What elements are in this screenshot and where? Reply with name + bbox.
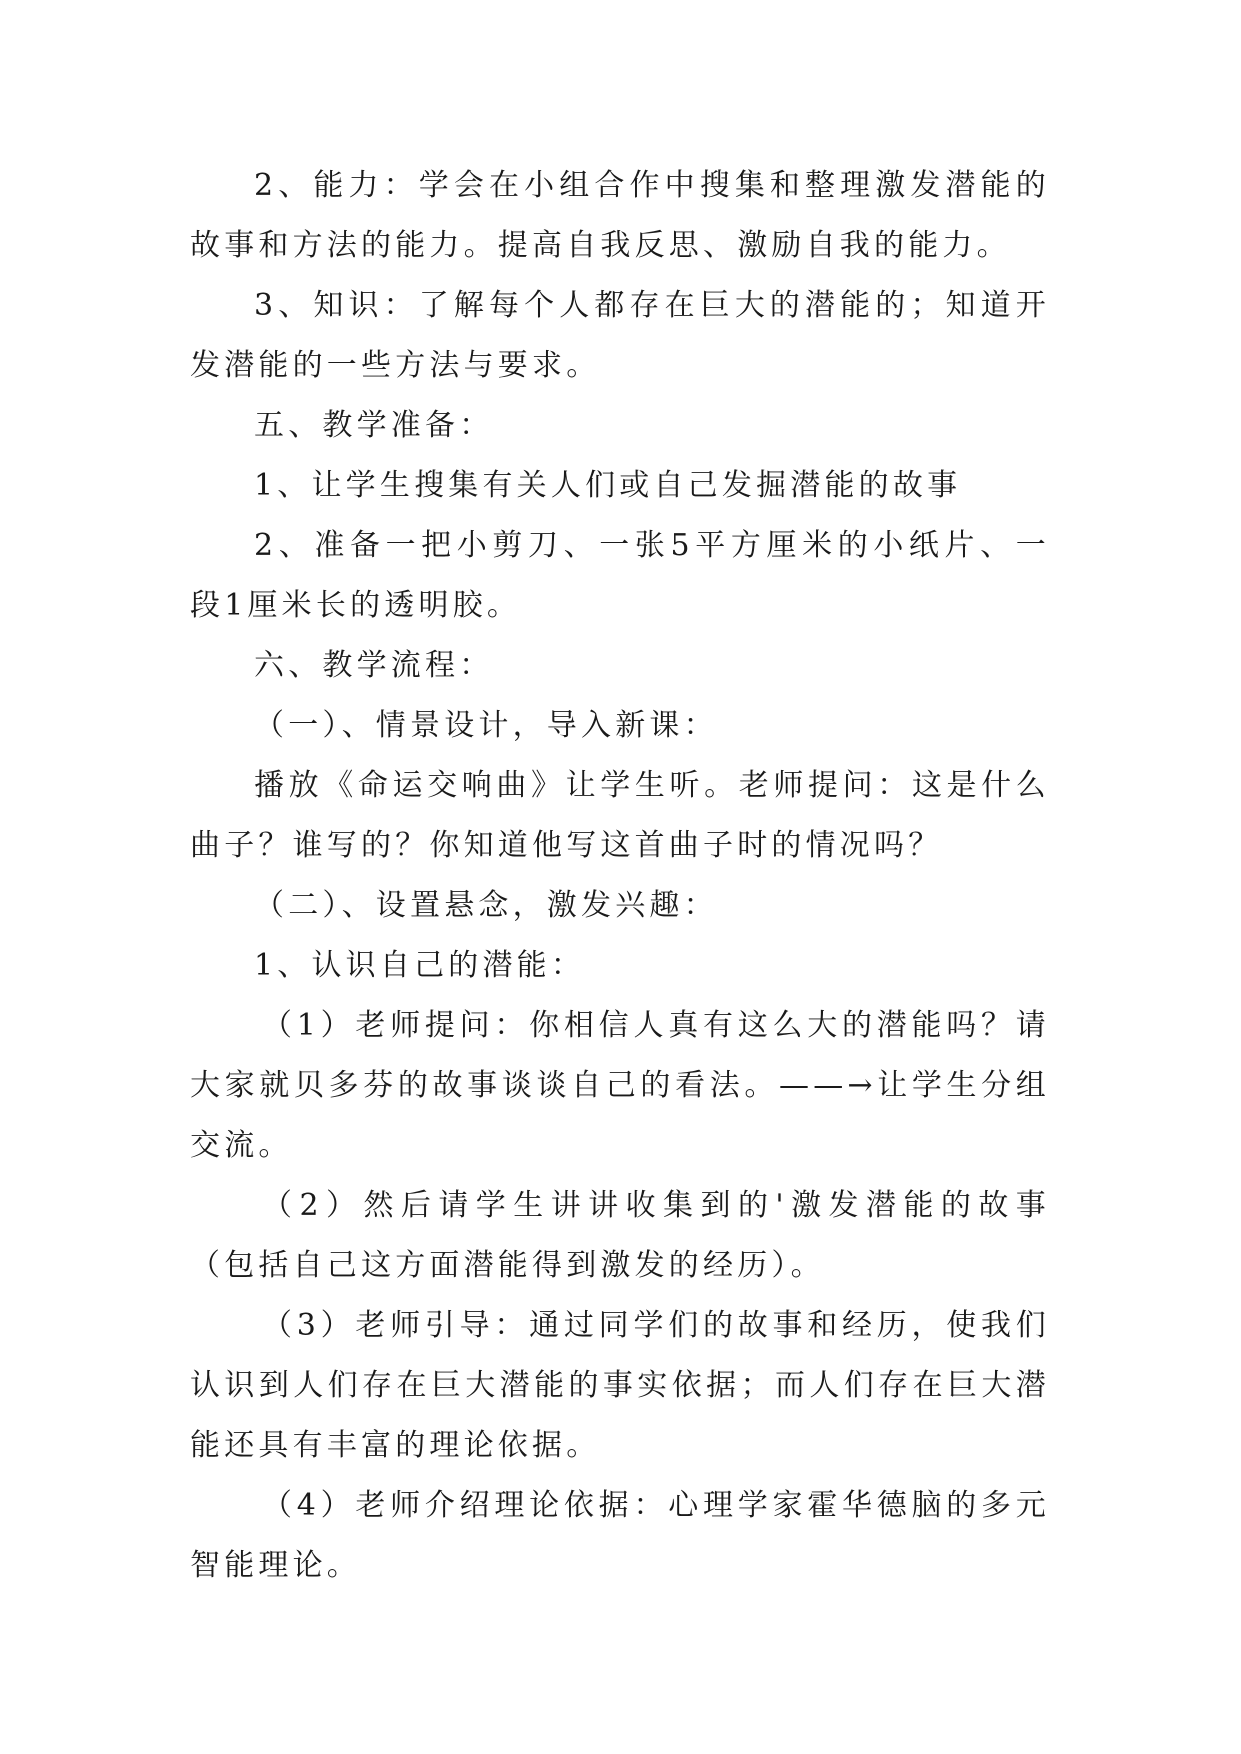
paragraph-step-1: （1）老师提问：你相信人真有这么大的潜能吗？请大家就贝多芬的故事谈谈自己的看法。——→让学生分组交流。 xyxy=(190,1008,1050,1163)
paragraph-step-3: （3）老师引导：通过同学们的故事和经历，使我们认识到人们存在巨大潜能的事实依据；而人们存在巨大潜能还具有丰富的理论依据。 xyxy=(190,1308,1050,1463)
heading-teaching-process: 六、教学流程： xyxy=(254,648,494,683)
paragraph-step-2: （2）然后请学生讲讲收集到的'激发潜能的故事（包括自己这方面潜能得到激发的经历）。 xyxy=(190,1188,1050,1283)
paragraph-step-4: （4）老师介绍理论依据：心理学家霍华德脑的多元智能理论。 xyxy=(190,1488,1050,1583)
paragraph-prep-2: 2、准备一把小剪刀、一张5平方厘米的小纸片、一段1厘米长的透明胶。 xyxy=(190,528,1050,623)
subheading-suspense: （二）、设置悬念，激发兴趣： xyxy=(254,888,718,923)
paragraph-know-potential: 1、认识自己的潜能： xyxy=(254,948,586,983)
paragraph-play-symphony: 播放《命运交响曲》让学生听。老师提问：这是什么曲子？谁写的？你知道他写这首曲子时的情况吗？ xyxy=(190,768,1050,863)
paragraph-knowledge: 3、知识：了解每个人都存在巨大的潜能的；知道开发潜能的一些方法与要求。 xyxy=(190,288,1050,383)
subheading-scene-design: （一）、情景设计，导入新课： xyxy=(254,708,718,743)
document-page xyxy=(190,156,1050,1596)
paragraph-prep-1: 1、让学生搜集有关人们或自己发掘潜能的故事 xyxy=(254,468,962,503)
heading-teaching-preparation: 五、教学准备： xyxy=(254,408,494,443)
paragraph-ability: 2、能力：学会在小组合作中搜集和整理激发潜能的故事和方法的能力。提高自我反思、激励自我的能力。 xyxy=(190,168,1050,263)
